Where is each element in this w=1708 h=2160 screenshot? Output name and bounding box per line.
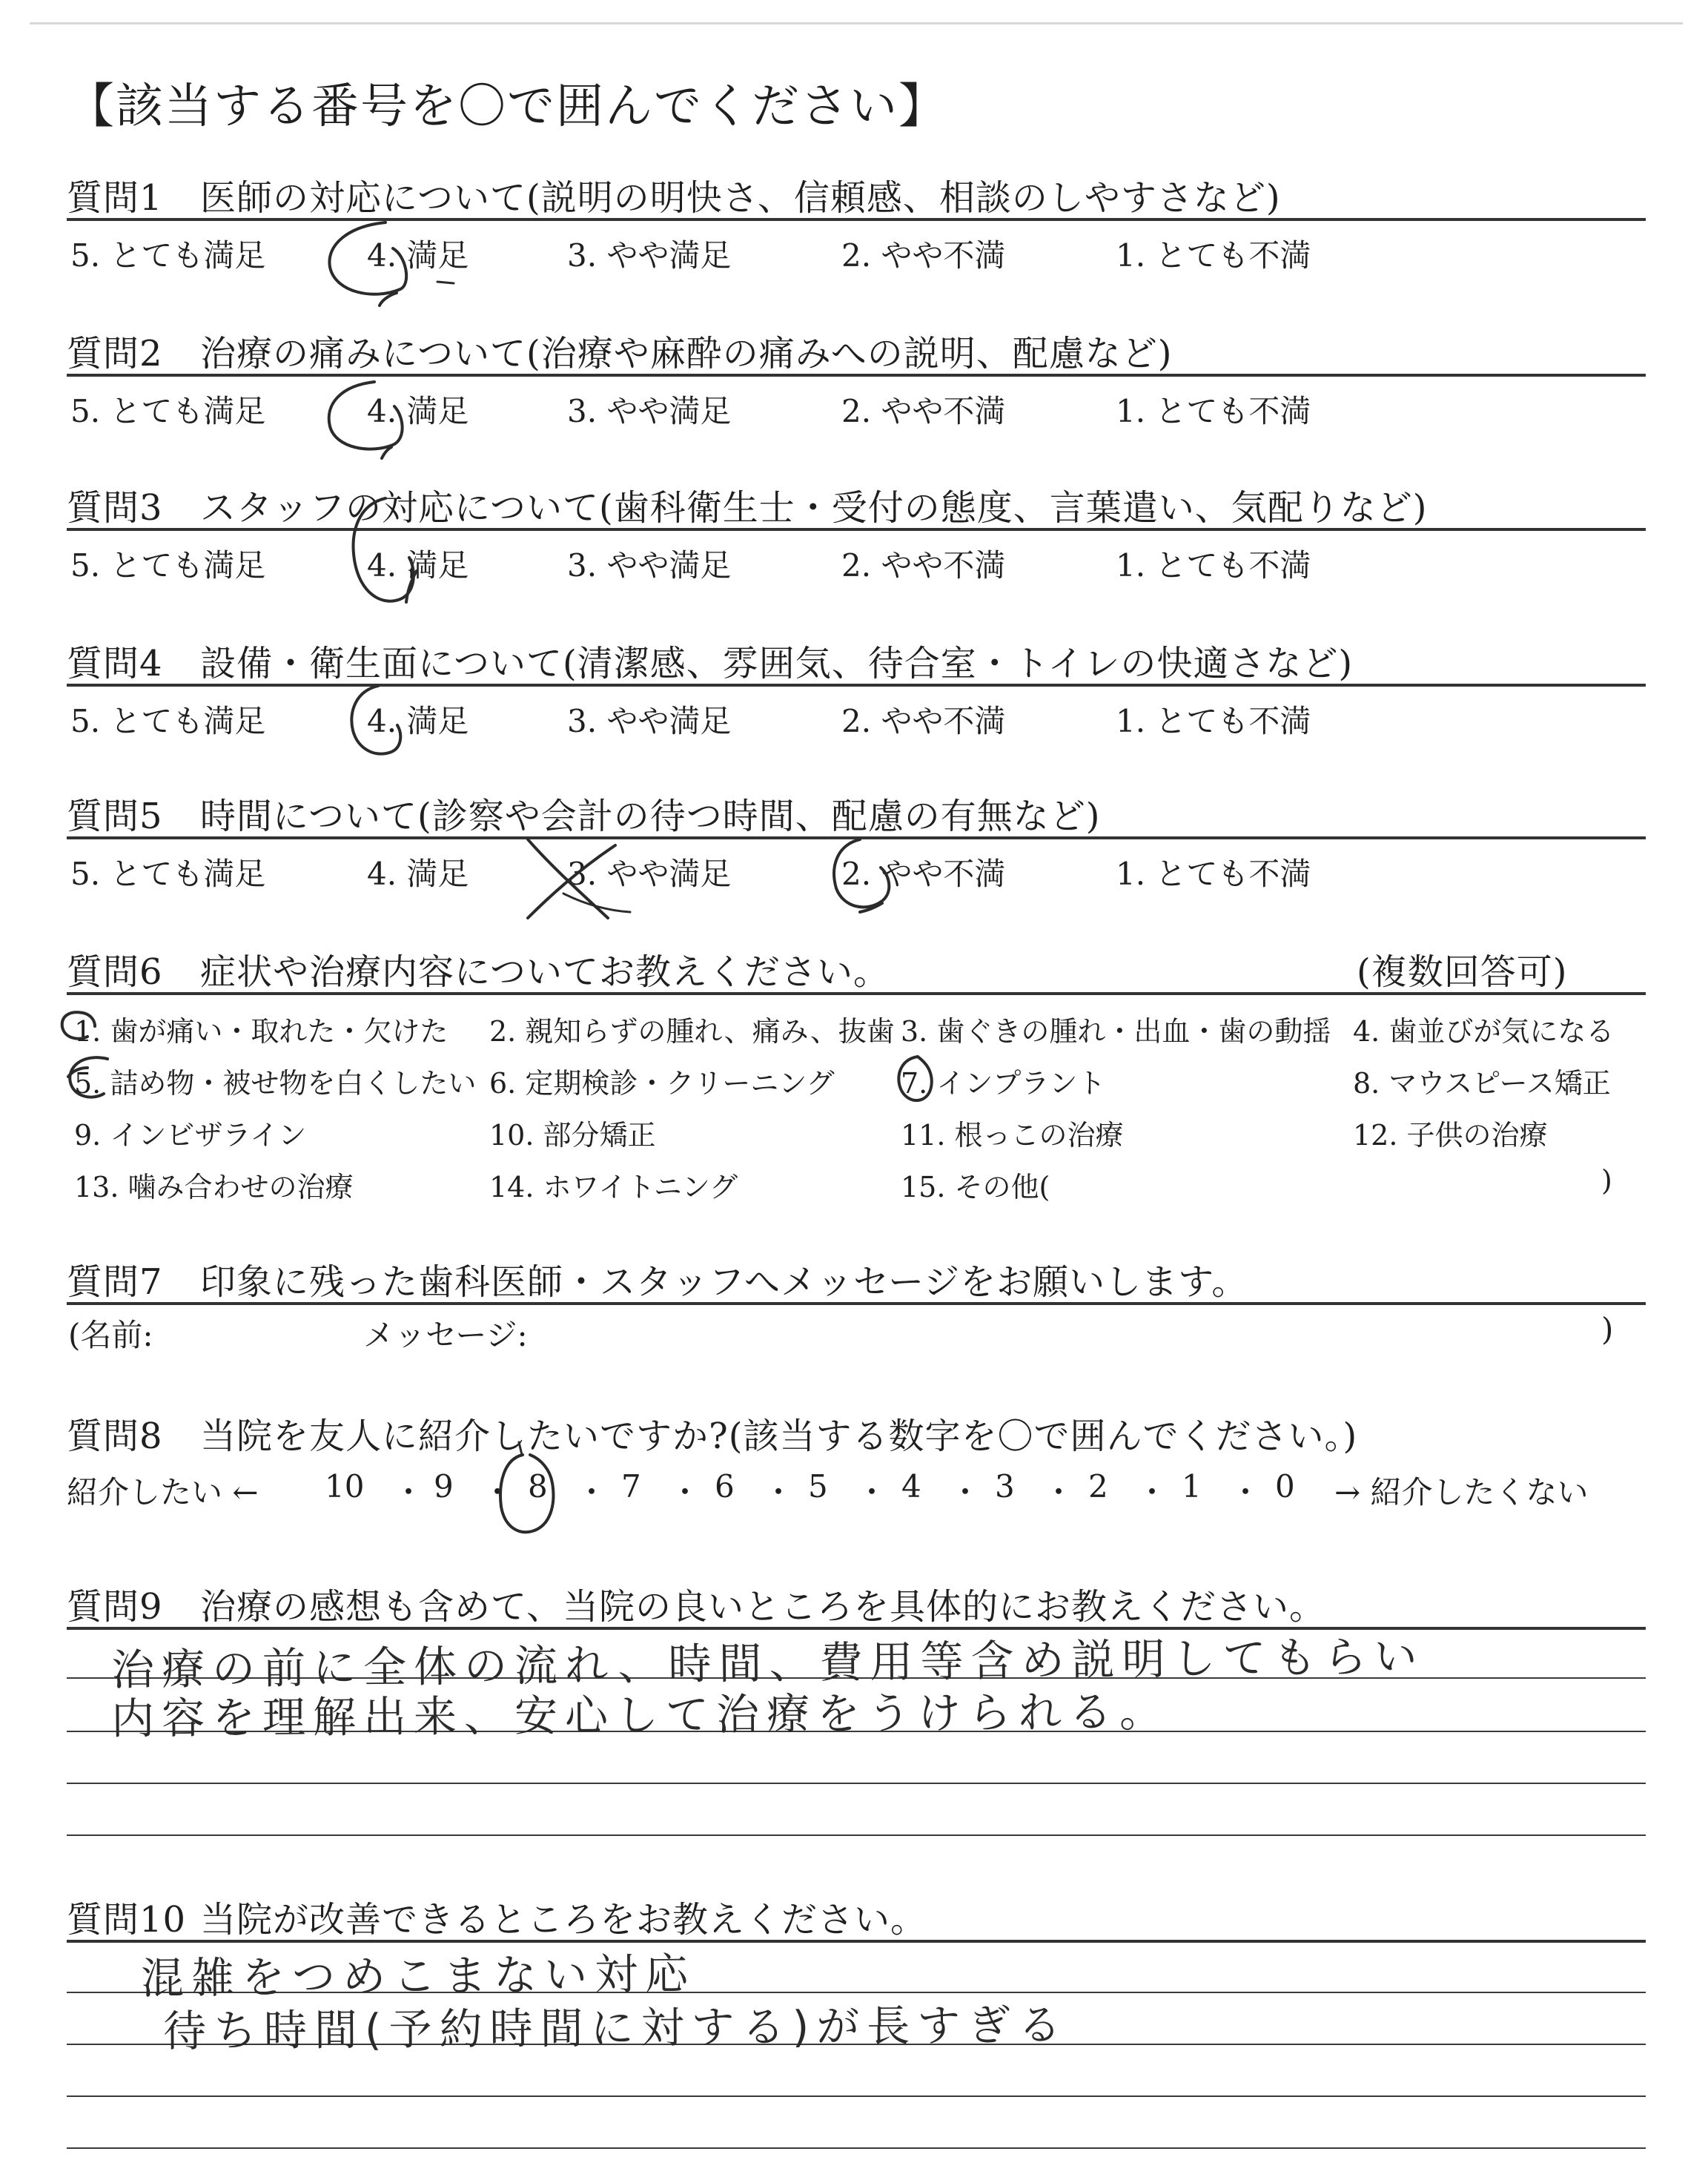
question-rule: [67, 684, 1646, 687]
recommend-right-label: → 紹介したくない: [1334, 1474, 1589, 1510]
question-3: [67, 479, 1428, 530]
page-title: 【該当する番号を〇で囲んでください】: [67, 79, 947, 134]
question-10: [67, 1891, 927, 1942]
option-4[interactable]: 4. 満足: [367, 237, 469, 274]
symptom-option-10[interactable]: 10. 部分矯正: [489, 1119, 656, 1152]
scale-3[interactable]: 3: [995, 1468, 1015, 1505]
question-number: 質問5: [67, 796, 163, 837]
option-3[interactable]: 3. やや満足: [567, 547, 732, 584]
question-number: 質問1: [67, 177, 163, 219]
recommend-left-label: 紹介したい ←: [67, 1474, 259, 1510]
option-3[interactable]: 3. やや満足: [567, 393, 732, 429]
symptom-option-2[interactable]: 2. 親知らずの腫れ、痛み、抜歯: [489, 1015, 895, 1048]
question-number: 質問6: [67, 951, 163, 993]
pen-tick-mark: [437, 282, 454, 283]
question-text: 時間について(診察や会計の待つ時間、配慮の有無など): [200, 796, 1101, 837]
option-1[interactable]: 1. とても不満: [1116, 393, 1311, 429]
question-rule: [67, 374, 1646, 377]
question-text: スタッフの対応について(歯科衛生士・受付の態度、言葉遣い、気配りなど): [200, 487, 1428, 529]
option-1[interactable]: 1. とても不満: [1116, 703, 1311, 739]
option-2[interactable]: 2. やや不満: [841, 393, 1006, 429]
handwritten-answer-line: 待ち時間(予約時間に対する)が長すぎる: [162, 1999, 1069, 2057]
question-text: 印象に残った歯科医師・スタッフへメッセージをお願いします。: [200, 1261, 1248, 1303]
option-4[interactable]: 4. 満足: [367, 856, 469, 892]
scale-dot: ・: [1043, 1474, 1075, 1510]
question-number: 質問2: [67, 333, 163, 374]
option-4[interactable]: 4. 満足: [367, 703, 469, 739]
symptom-option-5[interactable]: 5. 詰め物・被せ物を白くしたい: [74, 1067, 477, 1100]
option-2[interactable]: 2. やや不満: [841, 856, 1006, 892]
symptom-option-4[interactable]: 4. 歯並びが気になる: [1353, 1015, 1615, 1048]
question-7: [67, 1253, 1248, 1304]
message-close-paren: ): [1601, 1311, 1614, 1347]
multiple-answer-note: (複数回答可): [1357, 951, 1568, 993]
symptom-option-7[interactable]: 7. インプラント: [901, 1067, 1106, 1100]
handwritten-answer-line: 内容を理解出来、安心して治療をうけられる。: [110, 1686, 1171, 1744]
handwritten-answer-line: 混雑をつめこまない対応: [140, 1948, 696, 2004]
question-text: 症状や治療内容についてお教えください。: [200, 951, 890, 993]
scale-10[interactable]: 10: [325, 1468, 365, 1505]
question-text: 設備・衛生面について(清潔感、雰囲気、待合室・トイレの快適さなど): [200, 643, 1354, 684]
option-2[interactable]: 2. やや不満: [841, 703, 1006, 739]
symptom-option-9[interactable]: 9. インビザライン: [74, 1119, 307, 1152]
symptom-option-15[interactable]: 15. その他(: [901, 1171, 1050, 1203]
scale-dot: ・: [950, 1474, 982, 1510]
question-1: [67, 169, 1281, 220]
option-3[interactable]: 3. やや満足: [567, 856, 732, 892]
question-5: [67, 787, 1101, 839]
option-5[interactable]: 5. とても満足: [70, 703, 266, 739]
question-number: 質問3: [67, 487, 163, 529]
symptom-option-6[interactable]: 6. 定期検診・クリーニング: [489, 1067, 835, 1100]
scale-7[interactable]: 7: [621, 1468, 641, 1505]
option-3[interactable]: 3. やや満足: [567, 237, 732, 274]
option-1[interactable]: 1. とても不満: [1116, 237, 1311, 274]
option-5[interactable]: 5. とても満足: [70, 393, 266, 429]
scale-dot: ・: [482, 1474, 514, 1510]
question-text: 当院が改善できるところをお教えください。: [200, 1899, 927, 1941]
scale-8[interactable]: 8: [528, 1468, 548, 1505]
question-text: 当院を友人に紹介したいですか?(該当する数字を〇で囲んでください。): [200, 1416, 1358, 1457]
pen-cross-mark: [563, 894, 630, 912]
symptom-option-12[interactable]: 12. 子供の治療: [1353, 1119, 1548, 1152]
answer-line: [67, 2095, 1646, 2097]
scale-dot: ・: [1136, 1474, 1168, 1510]
option-1[interactable]: 1. とても不満: [1116, 856, 1311, 892]
symptom-option-14[interactable]: 14. ホワイトニング: [489, 1171, 738, 1203]
question-rule: [67, 992, 1646, 995]
message-label: メッセージ:: [363, 1317, 528, 1353]
option-4[interactable]: 4. 満足: [367, 393, 469, 429]
question-number: 質問8: [67, 1416, 163, 1457]
option-2[interactable]: 2. やや不満: [841, 547, 1006, 584]
question-6: [67, 943, 890, 994]
scale-dot: ・: [856, 1474, 888, 1510]
option-5[interactable]: 5. とても満足: [70, 547, 266, 584]
scale-dot: ・: [576, 1474, 608, 1510]
scale-dot: ・: [669, 1474, 701, 1510]
symptom-option-8[interactable]: 8. マウスピース矯正: [1353, 1067, 1611, 1100]
question-4: [67, 635, 1353, 686]
question-text: 治療の感想も含めて、当院の良いところを具体的にお教えください。: [200, 1586, 1326, 1628]
question-rule: [67, 836, 1646, 839]
scale-1[interactable]: 1: [1182, 1468, 1202, 1505]
question-2: [67, 325, 1173, 376]
question-rule: [67, 218, 1646, 221]
scale-4[interactable]: 4: [901, 1468, 921, 1505]
question-number: 質問9: [67, 1586, 163, 1628]
symptom-option-11[interactable]: 11. 根っこの治療: [901, 1119, 1124, 1152]
option-4[interactable]: 4. 満足: [367, 547, 469, 584]
question-rule: [67, 1302, 1646, 1305]
top-divider: [30, 22, 1683, 24]
question-8: [67, 1407, 1357, 1459]
option-5[interactable]: 5. とても満足: [70, 237, 266, 274]
symptom-option-13[interactable]: 13. 噛み合わせの治療: [74, 1171, 354, 1203]
question-number: 質問10: [67, 1899, 187, 1941]
scale-9[interactable]: 9: [434, 1468, 454, 1505]
option-2[interactable]: 2. やや不満: [841, 237, 1006, 274]
question-text: 治療の痛みについて(治療や麻酔の痛みへの説明、配慮など): [200, 333, 1173, 374]
scale-dot: ・: [1230, 1474, 1262, 1510]
question-9: [67, 1578, 1325, 1629]
scale-dot: ・: [393, 1474, 425, 1510]
answer-line: [67, 1783, 1646, 1784]
scale-6[interactable]: 6: [715, 1468, 735, 1505]
question-rule: [67, 528, 1646, 531]
handwritten-answer-line: 治療の前に全体の流れ、時間、費用等含め説明してもらい: [110, 1631, 1425, 1696]
option-3[interactable]: 3. やや満足: [567, 703, 732, 739]
scale-5[interactable]: 5: [808, 1468, 828, 1505]
question-text: 医師の対応について(説明の明快さ、信頼感、相談のしやすさなど): [200, 177, 1281, 219]
question-number: 質問4: [67, 643, 163, 684]
question-number: 質問7: [67, 1261, 163, 1303]
scale-0[interactable]: 0: [1275, 1468, 1295, 1505]
symptom-option-1[interactable]: 1. 歯が痛い・取れた・欠けた: [74, 1015, 448, 1048]
scale-dot: ・: [763, 1474, 795, 1510]
other-close-paren: ): [1601, 1164, 1612, 1197]
answer-line: [67, 2147, 1646, 2149]
symptom-option-3[interactable]: 3. 歯ぐきの腫れ・出血・歯の動揺: [901, 1015, 1331, 1048]
option-5[interactable]: 5. とても満足: [70, 856, 266, 892]
option-1[interactable]: 1. とても不満: [1116, 547, 1311, 584]
name-label: (名前:: [68, 1317, 153, 1353]
scale-2[interactable]: 2: [1088, 1468, 1108, 1505]
answer-line: [67, 1834, 1646, 1836]
